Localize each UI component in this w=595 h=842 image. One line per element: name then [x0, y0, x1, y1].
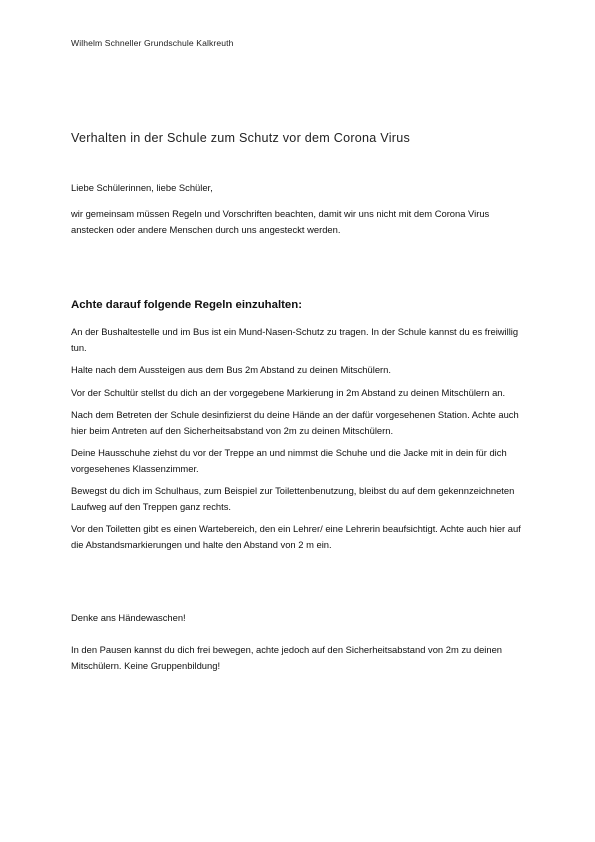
rule-paragraph: Deine Hausschuhe ziehst du vor der Treppe an und nimmst die Schuhe und die Jacke mit in dein für dich vorgesehenes Klassenzimmer.	[71, 447, 507, 474]
document-title: Verhalten in der Schule zum Schutz vor dem Corona Virus	[71, 131, 411, 145]
pause-rule-paragraph: In den Pausen kannst du dich frei bewegen, achte jedoch auf den Sicherheitsabstand von 2m zu deinen Mitschülern. Keine Gruppenbildung!	[71, 644, 503, 671]
intro-paragraph: wir gemeinsam müssen Regeln und Vorschriften beachten, damit wir uns nicht mit dem Corona Virus anstecken oder andere Menschen durch uns angesteckt werden.	[71, 208, 490, 235]
closing-text: Denke ans Händewaschen!	[71, 612, 186, 623]
rule-paragraph: Nach dem Betreten der Schule desinfizierst du deine Hände an der dafür vorgesehenen Station. Achte auch hier beim Antreten auf den Sicherheitsabstand von 2m zu deinen Mitschülern.	[71, 409, 519, 436]
greeting-text: Liebe Schülerinnen, liebe Schüler,	[71, 182, 213, 193]
rules-heading: Achte darauf folgende Regeln einzuhalten:	[71, 299, 302, 311]
rule-paragraph: An der Bushaltestelle und im Bus ist ein Mund-Nasen-Schutz zu tragen. In der Schule kannst du es freiwillig tun.	[71, 326, 519, 353]
rule-paragraph: Bewegst du dich im Schulhaus, zum Beispiel zur Toilettenbenutzung, bleibst du auf dem gekennzeichneten Laufweg auf den Treppen ganz rechts.	[71, 485, 515, 512]
rules-list	[71, 324, 529, 559]
rule-paragraph: Halte nach dem Aussteigen aus dem Bus 2m Abstand zu deinen Mitschülern.	[71, 364, 391, 375]
rule-paragraph: Vor der Schultür stellst du dich an der vorgegebene Markierung in 2m Abstand zu deinen Mitschülern an.	[71, 386, 506, 398]
rule-paragraph: Vor den Toiletten gibt es einen Wartebereich, den ein Lehrer/ eine Lehrerin beaufsichtigt. Achte auch hier auf die Abstandsmarkierungen und halte den Abstand von 2 m ein.	[71, 523, 521, 550]
school-header: Wilhelm Schneller Grundschule Kalkreuth	[71, 38, 234, 48]
